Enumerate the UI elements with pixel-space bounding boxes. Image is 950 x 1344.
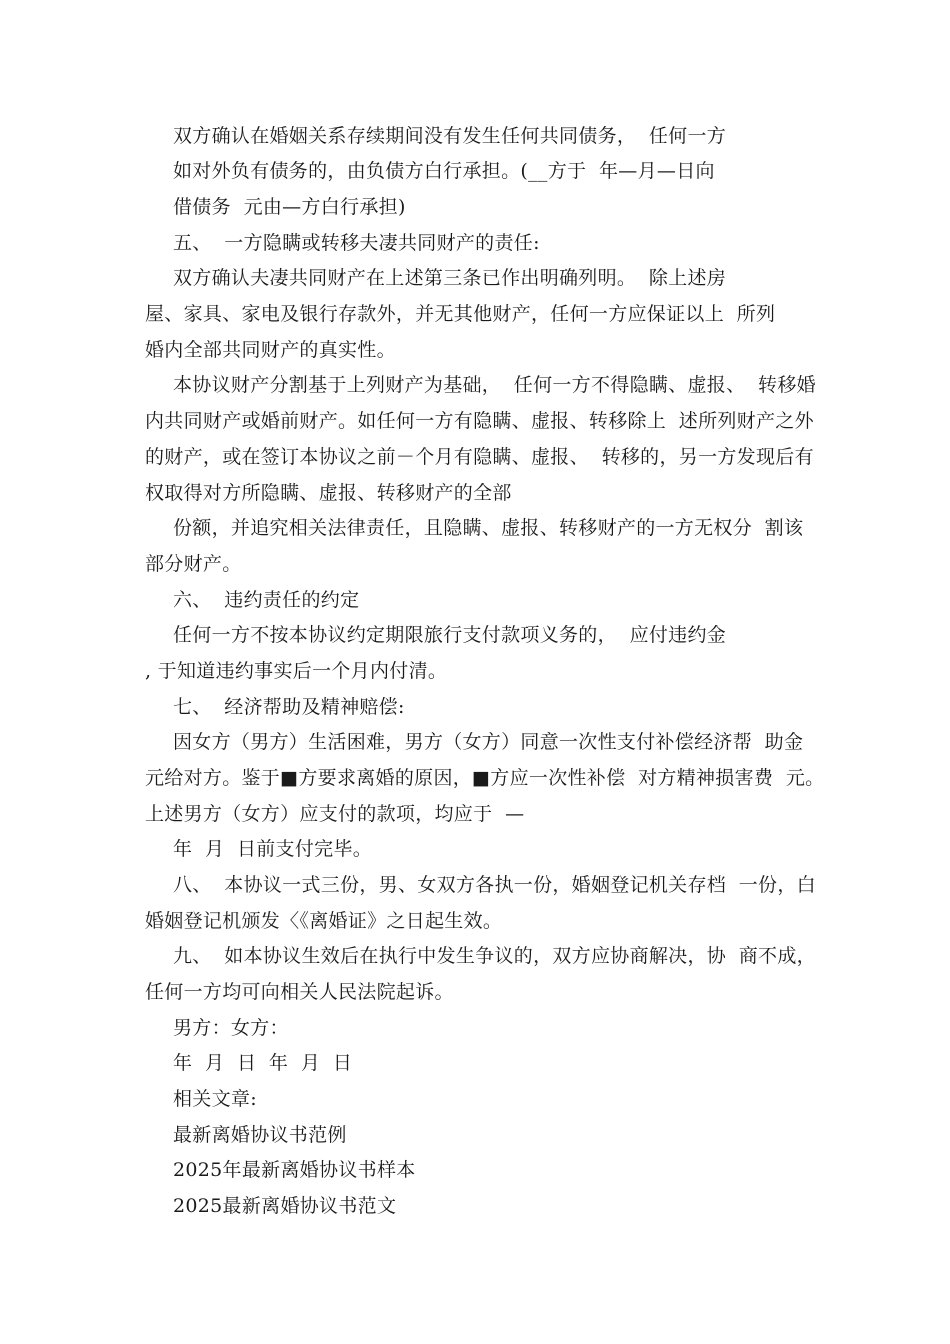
date-line: 年 月 日 年 月 日 [173,1052,353,1074]
paragraph-line: 双方确认夫凄共同财产在上述第三条已作出明确列明。 除上述房 [173,267,727,289]
paragraph-line: 任何一方不按本协议约定期限旅行支付款项义务的， 应付违约金 [173,624,727,646]
paragraph-line: 本协议财产分割基于上列财产为基础， 任何一方不得隐瞒、虚报、 转移婚 [173,374,816,396]
paragraph-line: 权取得对方所隐瞒、虚报、转移财产的全部 [145,482,512,504]
related-articles-heading: 相关文章: [173,1088,257,1110]
section-heading: 八、 本协议一式三份，男、女双方各执一份，婚姻登记机关存档 一份，白 [173,874,816,896]
paragraph-line: 的财产，或在签订本协议之前－个月有隐瞒、虚报、 转移的，另一方发现后有 [145,446,814,468]
paragraph-line: 双方确认在婚姻关系存续期间没有发生任何共同债务， 任何一方 [173,125,727,147]
paragraph-line: 婚内全部共同财产的真实性。 [145,339,396,361]
paragraph-line: 上述男方（女方）应支付的款项，均应于 — [145,803,525,825]
paragraph-line: 借债务 元由—方白行承担) [173,196,406,218]
signature-line: 男方：女方： [173,1017,289,1039]
paragraph-line: 份额，并追究相关法律责任，且隐瞒、虚报、转移财产的一方无权分 割该 [173,517,804,539]
related-article-link[interactable]: 2025最新离婚协议书范文 [173,1195,397,1217]
section-heading: 七、 经济帮助及精神赔偿: [173,696,405,718]
paragraph-line: 因女方（男方）生活困难，男方（女方）同意一次性支付补偿经济帮 助金 [173,731,804,753]
section-heading: 五、 一方隐瞒或转移夫凄共同财产的责任: [173,232,540,254]
section-heading: 九、 如本协议生效后在执行中发生争议的，双方应协商解决，协 商不成， [173,945,816,967]
paragraph-line: 屋、家具、家电及银行存款外，并无其他财产，任何一方应保证以上 所列 [145,303,776,325]
paragraph-line: 任何一方均可向相关人民法院起诉。 [145,981,454,1003]
related-article-link[interactable]: 2025年最新离婚协议书样本 [173,1159,416,1181]
paragraph-line: 年 月 日前支付完毕。 [173,838,373,860]
paragraph-line: , 于知道违约事实后一个月内付清。 [145,660,448,682]
paragraph-line: 部分财产。 [145,553,242,575]
paragraph-line: 如对外负有债务的，由负债方白行承担。(__方于 年—月—日向 [173,160,715,182]
paragraph-line: 内共同财产或婚前财产。如任何一方有隐瞒、虚报、转移除上 述所列财产之外 [145,410,814,432]
related-article-link[interactable]: 最新离婚协议书范例 [173,1124,347,1146]
paragraph-line: 婚姻登记机颁发〈《离婚证》之日起生效。 [145,910,503,932]
paragraph-line: 元给对方。鉴于■方要求离婚的原因，■方应一次性补偿 对方精神损害费 元。 [145,767,825,789]
section-heading: 六、 违约责任的约定 [173,589,360,611]
